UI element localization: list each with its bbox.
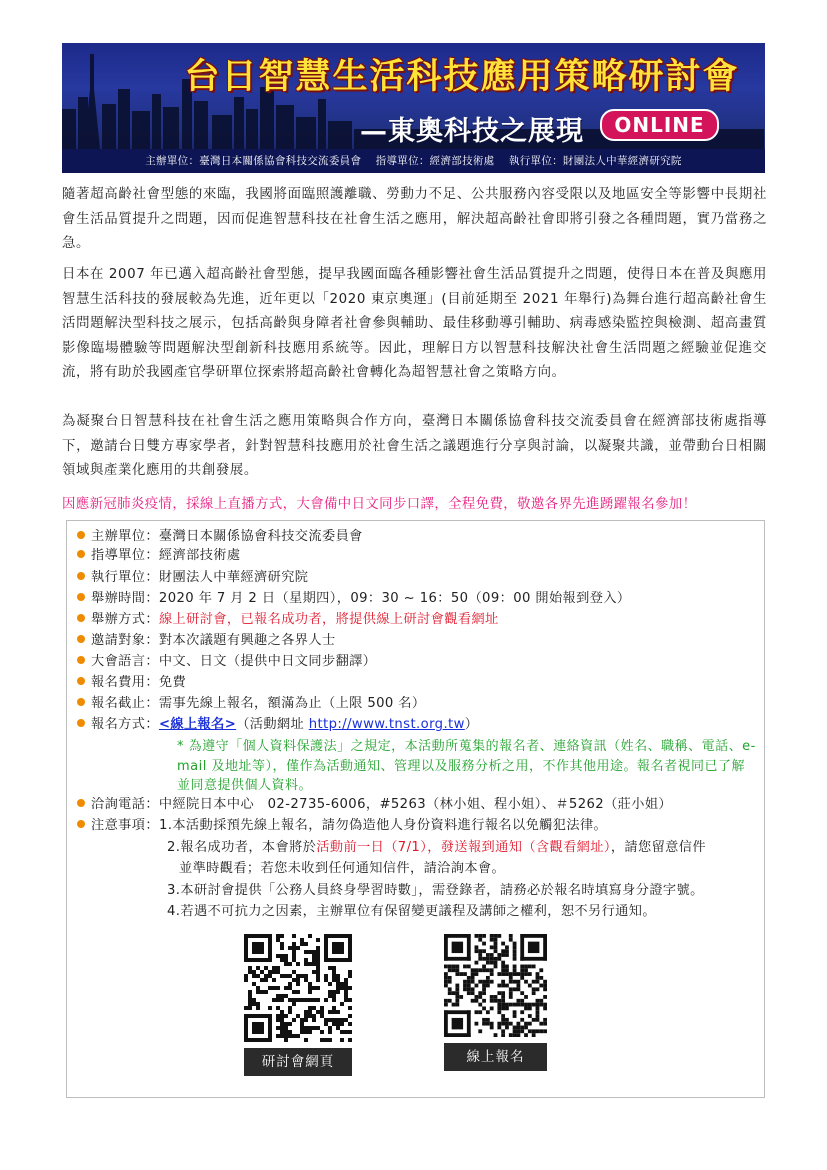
note-4: 4.若遇不可抗力之因素，主辦單位有保留變更議程及講師之權利，恕不另行通知。 — [167, 904, 656, 919]
online-registration-link[interactable]: <線上報名> — [158, 717, 237, 732]
bullet-icon — [77, 572, 85, 580]
bullet-icon — [77, 550, 85, 558]
banner-title: 台日智慧生活科技應用策略研討會 — [184, 57, 740, 97]
info-executor: 執行單位：財團法人中華經濟研究院 — [77, 568, 308, 587]
bullet-icon — [77, 593, 85, 601]
banner-organizers: 主辦單位：臺灣日本關係協會科技交流委員會 指導單位：經濟部技術處 執行單位：財團法人中華經濟研究院 — [62, 149, 765, 173]
info-time: 舉辦時間：2020 年 7 月 2 日（星期四），09：30 ~ 16：50（09：00 開始報到登入） — [77, 589, 631, 608]
info-contact: 洽詢電話：中經院日本中心 02-2735-6006，#5263（林小姐、程小姐）、＃5262（莊小姐） — [77, 795, 672, 814]
note-3: 3.本研討會提供「公務人員終身學習時數」，需登錄者，請務必於報名時填寫身分證字號。 — [167, 883, 704, 898]
covid-notice: 因應新冠肺炎疫情，採線上直播方式，大會備中日文同步口譯，全程免費，敬邀各界先進踴躍報名參加！ — [62, 497, 697, 512]
bullet-icon — [77, 677, 85, 685]
intro-paragraph-1: 隨著超高齡社會型態的來臨，我國將面臨照護離職、勞動力不足、公共服務內容受限以及地區安全等影響中長期社會生活品質提升之問題，因而促進智慧科技在社會生活之應用，解決超高齡社會即將引發之各種問題，實乃當務之急。 — [62, 187, 767, 251]
intro-paragraph-2: 日本在 2007 年已邁入超高齡社會型態，提早我國面臨各種影響社會生活品質提升之問題，使得日本在普及與應用智慧生活科技的發展較為先進，近年更以「2020 東京奧運」(目前延期至 2021 年舉行)為舞台進行超高齡社會生活問題解決型科技之展示，包括高齡與身障者社會參與輔助、最佳移動導引輔助、病毒感染監控與檢測、超高畫質影像臨場體驗等問題解決型創新科技應用系統等。因此，理解日方以智慧科技解決社會生活問題之經驗並促進交流，將有助於我國產官學研單位探索將超高齡社會轉化為超智慧社會之策略方向。 — [62, 267, 767, 380]
note-2-highlight: 活動前一日（7/1），發送報到通知（含觀看網址） — [316, 840, 611, 855]
info-supervisor: 指導單位：經濟部技術處 — [77, 546, 240, 565]
event-info-box — [66, 520, 765, 1098]
event-banner — [62, 43, 765, 173]
format-value: 線上研討會，已報名成功者，將提供線上研討會觀看網址 — [158, 612, 499, 627]
bullet-icon — [77, 531, 85, 539]
bullet-icon — [77, 719, 85, 727]
bullet-icon — [77, 799, 85, 807]
bullet-icon — [77, 820, 85, 828]
intro-paragraph-3: 為凝聚台日智慧科技在社會生活之應用策略與合作方向，臺灣日本關係協會科技交流委員會在經濟部技術處指導下，邀請台日雙方專家學者，針對智慧科技應用於社會生活之議題進行分享與討論，以凝聚共識，並帶動台日相關領域與產業化應用的共創發展。 — [62, 414, 767, 478]
info-format: 舉辦方式：線上研討會，已報名成功者，將提供線上研討會觀看網址 — [77, 610, 499, 629]
info-method: 報名方式：<線上報名>（活動網址 http://www.tnst.org.tw） — [77, 715, 478, 734]
bullet-icon — [77, 635, 85, 643]
online-registration-qr-code[interactable] — [444, 934, 547, 1037]
qr-label-online-registration: 線上報名 — [444, 1043, 547, 1071]
bullet-icon — [77, 698, 85, 706]
bullet-icon — [77, 614, 85, 622]
info-audience: 邀請對象：對本次議題有興趣之各界人士 — [77, 631, 336, 650]
event-website-link[interactable]: http://www.tnst.org.tw — [308, 717, 465, 732]
bullet-icon — [77, 656, 85, 664]
note-2-continued: 並準時觀看；若您未收到任何通知信件，請洽詢本會。 — [179, 861, 506, 876]
info-organizer: 主辦單位：臺灣日本關係協會科技交流委員會 — [77, 527, 363, 546]
info-notes: 注意事項：1.本活動採預先線上報名，請勿偽造他人身份資料進行報名以免觸犯法律。 — [77, 816, 607, 835]
online-badge: ONLINE — [600, 109, 719, 141]
privacy-notice: * 為遵守「個人資料保護法」之規定，本活動所蒐集的報名者、連絡資訊（姓名、職稱、電話、e-mail 及地址等），僅作為活動通知、管理以及服務分析之用，不作其他用途。報名者視同已了解並同意提供個人資料。 — [177, 739, 756, 793]
qr-label-seminar-webpage: 研討會網頁 — [244, 1048, 352, 1076]
seminar-webpage-qr-code[interactable] — [244, 934, 352, 1042]
info-language: 大會語言：中文、日文（提供中日文同步翻譯） — [77, 652, 376, 671]
info-fee: 報名費用：免費 — [77, 673, 186, 692]
info-deadline: 報名截止：需事先線上報名，額滿為止（上限 500 名） — [77, 694, 425, 713]
banner-subtitle: —東奧科技之展現 — [360, 116, 584, 147]
note-2: 2.報名成功者，本會將於活動前一日（7/1），發送報到通知（含觀看網址），請您留意信件 — [167, 840, 706, 855]
